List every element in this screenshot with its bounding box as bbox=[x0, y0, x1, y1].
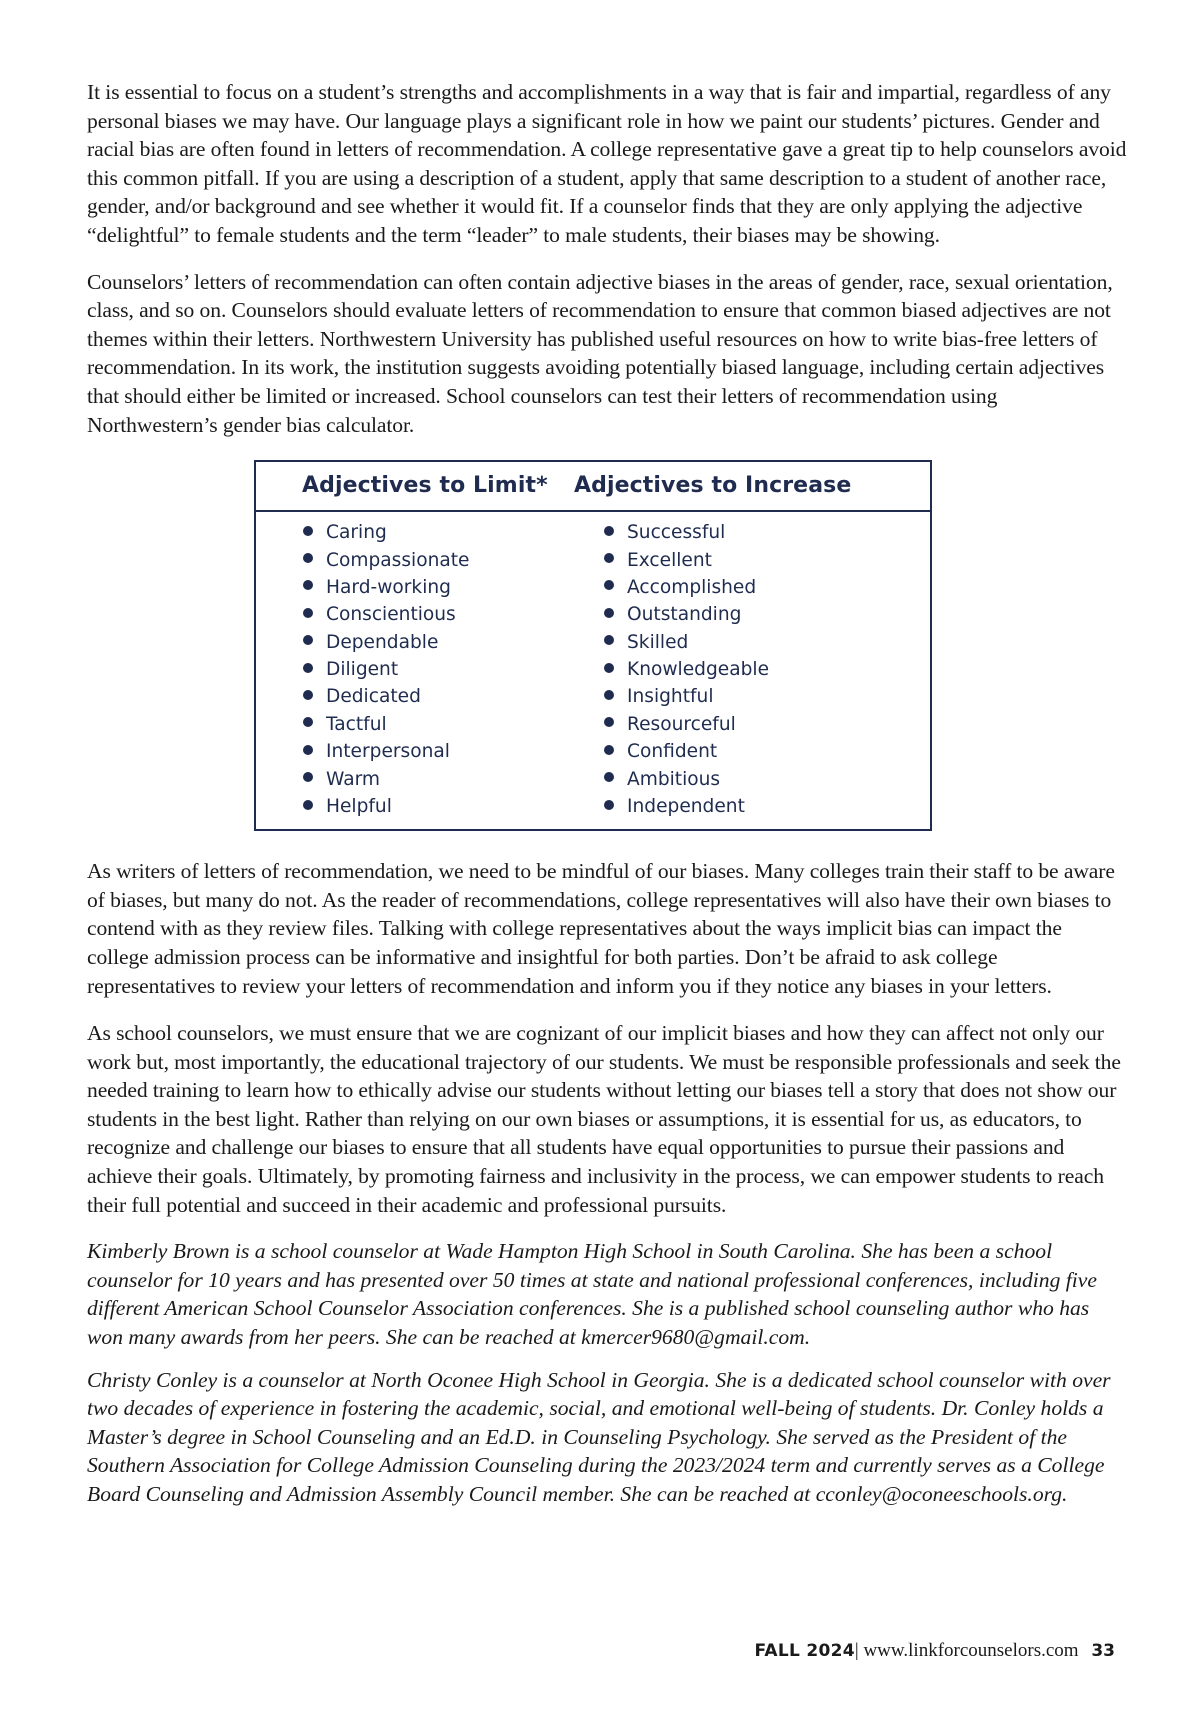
list-item: Insightful bbox=[604, 683, 769, 710]
list-item: Dedicated bbox=[303, 683, 470, 710]
bullet-icon bbox=[604, 635, 614, 645]
adjectives-table bbox=[254, 460, 932, 831]
list-item: Hard-working bbox=[303, 574, 470, 601]
list-item: Resourceful bbox=[604, 711, 769, 738]
increase-list bbox=[604, 519, 769, 820]
bullet-icon bbox=[604, 800, 614, 810]
list-item: Ambitious bbox=[604, 766, 769, 793]
bullet-icon bbox=[604, 608, 614, 618]
paragraph-mindful-writers: As writers of letters of recommendation, we need to be mindful of our biases. Many colleges train their staff to be aware of biases, but many do not. As the reader of recommendations, college representatives will also have their own biases to contend with as they review files. Talking with college representatives about the ways implicit bias can impact the college admission process can be informative and insightful for both parties. Don’t be afraid to ask college representatives to review your letters of recommendation and inform you if they notice any biases in your letters. bbox=[87, 859, 1115, 998]
bullet-icon bbox=[604, 580, 614, 590]
list-item: Dependable bbox=[303, 629, 470, 656]
bullet-icon bbox=[303, 800, 313, 810]
bullet-icon bbox=[604, 745, 614, 755]
list-item: Skilled bbox=[604, 629, 769, 656]
list-item: Compassionate bbox=[303, 547, 470, 574]
list-item: Caring bbox=[303, 519, 470, 546]
page-footer bbox=[754, 1640, 1115, 1662]
bullet-icon bbox=[604, 690, 614, 700]
issue-season: FALL 2024 bbox=[754, 1641, 855, 1661]
bullet-icon bbox=[303, 717, 313, 727]
bullet-icon bbox=[604, 663, 614, 673]
list-item: Helpful bbox=[303, 793, 470, 820]
bullet-icon bbox=[604, 526, 614, 536]
footer-separator: | bbox=[854, 1640, 859, 1661]
limit-list bbox=[303, 519, 470, 820]
list-item: Interpersonal bbox=[303, 738, 470, 765]
list-item: Diligent bbox=[303, 656, 470, 683]
bullet-icon bbox=[303, 663, 313, 673]
bullet-icon bbox=[303, 526, 313, 536]
list-item: Accomplished bbox=[604, 574, 769, 601]
bullet-icon bbox=[604, 717, 614, 727]
increase-heading: Adjectives to Increase bbox=[574, 473, 852, 499]
list-item: Conscientious bbox=[303, 601, 470, 628]
bullet-icon bbox=[303, 690, 313, 700]
list-item: Knowledgeable bbox=[604, 656, 769, 683]
list-item: Independent bbox=[604, 793, 769, 820]
paragraph-cognizant: As school counselors, we must ensure that we are cognizant of our implicit biases and how they can affect not only our work but, most importantly, the educational trajectory of our students. We must be responsible professionals and seek the needed training to learn how to ethically advise our students without letting our biases tell a story that does not show our students in the best light. Rather than relying on our own biases or assumptions, it is essential for us, as educators, to recognize and challenge our biases to ensure that all students have equal opportunities to pursue their passions and achieve their goals. Ultimately, by promoting fairness and inclusivity in the process, we can empower students to reach their full potential and succeed in their academic and professional pursuits. bbox=[87, 1021, 1121, 1217]
bullet-icon bbox=[303, 772, 313, 782]
footer-url[interactable]: www.linkforcounselors.com bbox=[863, 1640, 1079, 1661]
bullet-icon bbox=[303, 745, 313, 755]
list-item: Outstanding bbox=[604, 601, 769, 628]
list-item: Successful bbox=[604, 519, 769, 546]
list-item: Excellent bbox=[604, 547, 769, 574]
bullet-icon bbox=[303, 635, 313, 645]
bullet-icon bbox=[604, 553, 614, 563]
bullet-icon bbox=[303, 580, 313, 590]
paragraph-strengths: It is essential to focus on a student’s strengths and accomplishments in a way that is fair and impartial, regardless of any personal biases we may have. Our language plays a significant role in how we paint our students’ pictures. Gender and racial bias are often found in letters of recommendation. A college representative gave a great tip to help counselors avoid this common pitfall. If you are using a description of a student, apply that same description to a student of another race, gender, and/or background and see whether it would fit. If a counselor finds that they are only applying the adjective “delightful” to female students and the term “leader” to male students, their biases may be showing. bbox=[87, 80, 1127, 247]
bullet-icon bbox=[303, 608, 313, 618]
bullet-icon bbox=[303, 553, 313, 563]
author-bio-kimberly-brown: Kimberly Brown is a school counselor at Wade Hampton High School in South Carolina. She has been a school counselor for 10 years and has presented over 50 times at state and national professional conferences, including five different American School Counselor Association conferences. She is a published school counseling author who has won many awards from her peers. She can be reached at kmercer9680@gmail.com. bbox=[87, 1239, 1097, 1350]
bullet-icon bbox=[604, 772, 614, 782]
page-number: 33 bbox=[1091, 1641, 1115, 1661]
paragraph-adjective-biases: Counselors’ letters of recommendation can often contain adjective biases in the areas of gender, race, sexual orientation, class, and so on. Counselors should evaluate letters of recommendation to ensure that common biased adjectives are not themes within their letters. Northwestern University has published useful resources on how to write bias-free letters of recommendation. In its work, the institution suggests avoiding potentially biased language, including certain adjectives that should either be limited or increased. School counselors can test their letters of recommendation using Northwestern’s gender bias calculator. bbox=[87, 269, 1113, 437]
list-item: Tactful bbox=[303, 711, 470, 738]
limit-heading: Adjectives to Limit* bbox=[302, 473, 548, 499]
adjectives-table-header bbox=[256, 462, 930, 512]
list-item: Confident bbox=[604, 738, 769, 765]
article-body bbox=[87, 78, 1127, 1523]
author-bio-christy-conley: Christy Conley is a counselor at North Oconee High School in Georgia. She is a dedicated school counselor with over two decades of experience in fostering the academic, social, and emotional well-being of students. Dr. Conley holds a Master’s degree in School Counseling and an Ed.D. in Counseling Psychology. She served as the President of the Southern Association for College Admission Counseling during the 2023/2024 term and currently serves as a College Board Counseling and Admission Assembly Council member. She can be reached at cconley@oconeeschools.org. bbox=[87, 1367, 1111, 1506]
list-item: Warm bbox=[303, 766, 470, 793]
